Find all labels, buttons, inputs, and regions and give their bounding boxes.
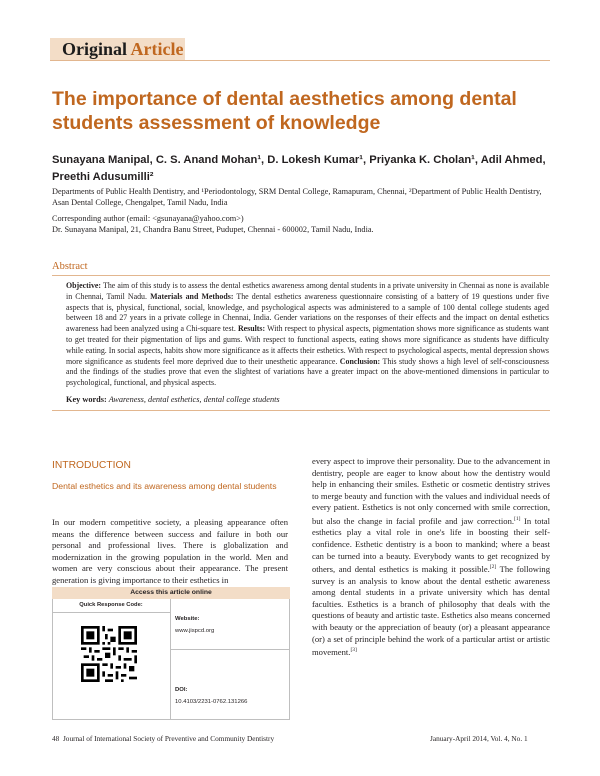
journal-name: Journal of International Society of Preventive and Community Dentistry	[62, 734, 275, 743]
citation-2[interactable]: [2]	[489, 564, 497, 571]
conclusion-text: This study shows a high level of self-consciousness and the findings of the studies prove that even the slightest of variations have a greater impact on the above-mentioned dimensions in particular to psychological, functional, and physical aspects.	[66, 356, 549, 388]
page-number: 48	[52, 734, 60, 743]
methods-label: Materials and Methods:	[150, 291, 234, 301]
author-list: Sunayana Manipal, C. S. Anand Mohan¹, D. Lokesh Kumar¹, Priyanka K. Cholan¹, Adil Ahmed, Preethi Adusumilli²	[52, 154, 546, 183]
results-label: Results:	[237, 324, 266, 334]
access-box-rule	[170, 649, 290, 650]
article-type-label: Original Article	[62, 39, 184, 59]
footer-left	[52, 734, 274, 743]
header-rule	[50, 60, 550, 61]
access-box-rule	[52, 612, 171, 613]
article-title: The importance of dental aesthetics among dental students assessment of knowledge	[52, 88, 517, 134]
objective-label: Objective:	[66, 281, 102, 290]
access-box-heading: Access this article online	[52, 587, 290, 599]
intro-column-2: every aspect to improve their personality. Due to the advancement in dentistry, people are eager to know about how the dentistry would help in enhancing their smiles. Esthetic or cosmetic dentistry strives to merge beauty and function with the values and individual needs of every patient. Esthetics is not only concerned with smile correction, but also the change in facial profile and jaw correction.[1] In total esthetics play a vital role in one's life in boosting their self-confidence. Esthetic dentistry is a boon to mankind; where a beast can be turned into a beauty. Everybody wants to get recognized by others, and dental esthetics is making it possible.[2] The following survey is an analysis to know about the dental esthetic awareness among dental students in a private university which has dental faculties. Esthetics is a branch of philosophy that deals with the questions of beauty and artistic taste. Esthetics also means concerned with beauty or the appreciation of beauty (or) a pleasant appearance (or) a set of principle behind the work of a particular artist or artistic movement.[3]	[312, 456, 550, 658]
website-link[interactable]: www.jispcd.org	[175, 628, 215, 634]
abstract-heading: Abstract	[52, 261, 88, 272]
citation-1[interactable]: [1]	[514, 515, 521, 522]
keywords-text: Awareness, dental esthetics, dental college students	[106, 395, 280, 404]
corresponding-author	[52, 213, 552, 236]
qr-code-icon[interactable]	[81, 626, 137, 682]
abstract-body	[66, 281, 549, 389]
abstract-rule	[52, 275, 550, 276]
issue-info: January-April 2014, Vol. 4, No. 1	[430, 734, 528, 743]
access-box-divider	[170, 599, 171, 719]
affiliations: Departments of Public Health Dentistry, and ¹Periodontology, SRM Dental College, Ramapuram, Chennai, ²Department of Public Health Dentistry, Asan Dental College, Chengalpet, Tamil Nadu, India	[52, 187, 542, 208]
keywords	[66, 395, 546, 404]
qr-label: Quick Response Code:	[79, 602, 143, 608]
doi-label: DOI:	[175, 687, 188, 693]
corresponding-email: Corresponding author (email: <gsunayana@yahoo.com>)	[52, 214, 244, 223]
intro-heading: INTRODUCTION	[52, 460, 131, 471]
corresponding-address: Dr. Sunayana Manipal, 21, Chandra Banu Street, Pudupet, Chennai - 600002, Tamil Nadu, India.	[52, 225, 374, 235]
results-text: With respect to physical aspects, pigmentation shows more significance as students want to get treated for their pigmentation of lips and gums. With respect to functional aspects, eating shows more significance as students have difficulty while eating. In social aspects, habits show more significance as it affects their esthetics. With respect to psychological aspects, mental depression shows more significance as students feel more deprived due to their unesthetic appearance.	[66, 324, 549, 366]
conclusion-label: Conclusion:	[339, 356, 381, 366]
website-label: Website:	[175, 616, 200, 622]
methods-text: The dental esthetics awareness questionnaire consisting of a battery of 19 questions under five aspects that is, physical, functional, social, knowledge, and psychological aspects was administered to a sample of 100 dental college students aged between 18 and 27 years in a private college in Chennai, India. Gender variations on the responses of their effects and the impact on dental esthetics awareness had been analyzed using a Chi-square test.	[66, 291, 550, 334]
doi-value[interactable]: 10.4103/2231-0762.131266	[175, 699, 248, 705]
objective-text: The aim of this study is to assess the dental esthetics awareness among dental students in a private university in Chennai as none is available in Chennai, Tamil Nadu.	[66, 281, 549, 301]
intro-column-1: In our modern competitive society, a pleasing appearance often means the difference between success and failure in both our personal and professional lives. There is globalization and modernization in the growing population in the world. Men and women are very conscious about their appearance. The present generation is giving importance to their esthetics in	[52, 517, 288, 585]
section-rule	[52, 410, 550, 411]
keywords-label: Key words:	[66, 395, 107, 404]
intro-subheading: Dental esthetics and its awareness among dental students	[52, 481, 277, 491]
citation-3[interactable]: [3]	[350, 647, 357, 654]
